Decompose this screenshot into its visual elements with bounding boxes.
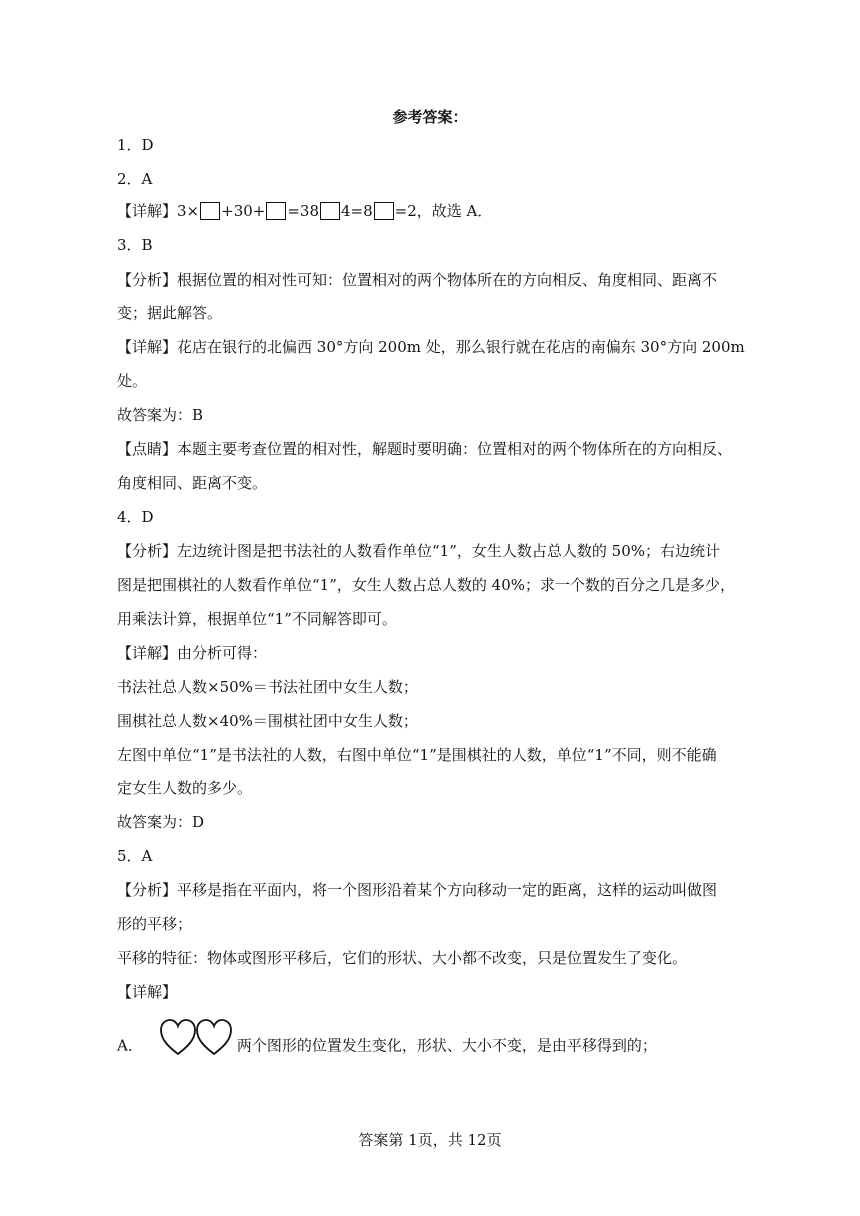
detail-4-line3: 左图中单位“1”是书法社的人数，右图中单位“1”是围棋社的人数，单位“1”不同，则不能确 [117,746,717,764]
comment-3-cont: 角度相同、距离不变。 [117,474,268,492]
equation-part: 4=8 [341,202,373,220]
analysis-3: 【分析】根据位置的相对性可知：位置相对的两个物体所在的方向相反、角度相同、距离不 [117,271,718,289]
blank-box [374,202,394,220]
option-a-text: 两个图形的位置发生变化，形状、大小不变，是由平移得到的； [236,1036,657,1055]
blank-box [200,202,220,220]
answer-4: 4．D [117,508,154,526]
analysis-4-cont: 图是把围棋社的人数看作单位“1”，女生人数占总人数的 40%；求一个数的百分之几是多少， [117,576,735,594]
conclusion-4: 故答案为：D [117,813,205,831]
two-hearts-icon [159,1018,233,1075]
analysis-5: 【分析】平移是指在平面内，将一个图形沿着某个方向移动一定的距离，这样的运动叫做图 [117,881,718,899]
page-title: 参考答案： [392,108,468,126]
answer-5: 5．A [117,847,153,865]
analysis-5-cont: 形的平移； [117,915,193,933]
blank-box [266,202,286,220]
detail-4-line2: 围棋社总人数×40%＝围棋社团中女生人数； [117,712,418,730]
comment-3: 【点睛】本题主要考查位置的相对性，解题时要明确：位置相对的两个物体所在的方向相反、 [117,440,733,458]
analysis-4-cont2: 用乘法计算，根据单位“1”不同解答即可。 [117,610,397,628]
detail-4-line4: 定女生人数的多少。 [117,779,253,797]
page-footer: 答案第 1页，共 12页 [358,1131,502,1149]
answer-1: 1．D [117,136,154,154]
answer-3: 3．B [117,236,153,254]
analysis-4: 【分析】左边统计图是把书法社的人数看作单位“1”，女生人数占总人数的 50%；右边统计 [117,542,720,560]
detail-5: 【详解】 [117,983,178,1001]
option-a [117,1018,745,1062]
detail-3-cont: 处。 [117,372,148,390]
detail-4-line1: 书法社总人数×50%＝书法社团中女生人数； [117,678,418,696]
answer-2-detail [117,201,745,221]
analysis-5-feature: 平移的特征：物体或图形平移后，它们的形状、大小都不改变，只是位置发生了变化。 [117,949,688,967]
detail-4: 【详解】由分析可得： [117,644,268,662]
equation-part: =38 [287,202,320,220]
equation-part: +30+ [221,202,266,220]
detail-3: 【详解】花店在银行的北偏西 30°方向 200m 处，那么银行就在花店的南偏东 30°方向 200m [117,338,745,356]
equation-part: 【详解】3× [117,202,200,220]
answer-2: 2．A [117,170,153,188]
option-a-label: A． [117,1036,143,1055]
conclusion-3: 故答案为：B [117,406,204,424]
equation-part: =2，故选 A． [394,202,493,220]
blank-box [320,202,340,220]
analysis-3-cont: 变；据此解答。 [117,304,223,322]
